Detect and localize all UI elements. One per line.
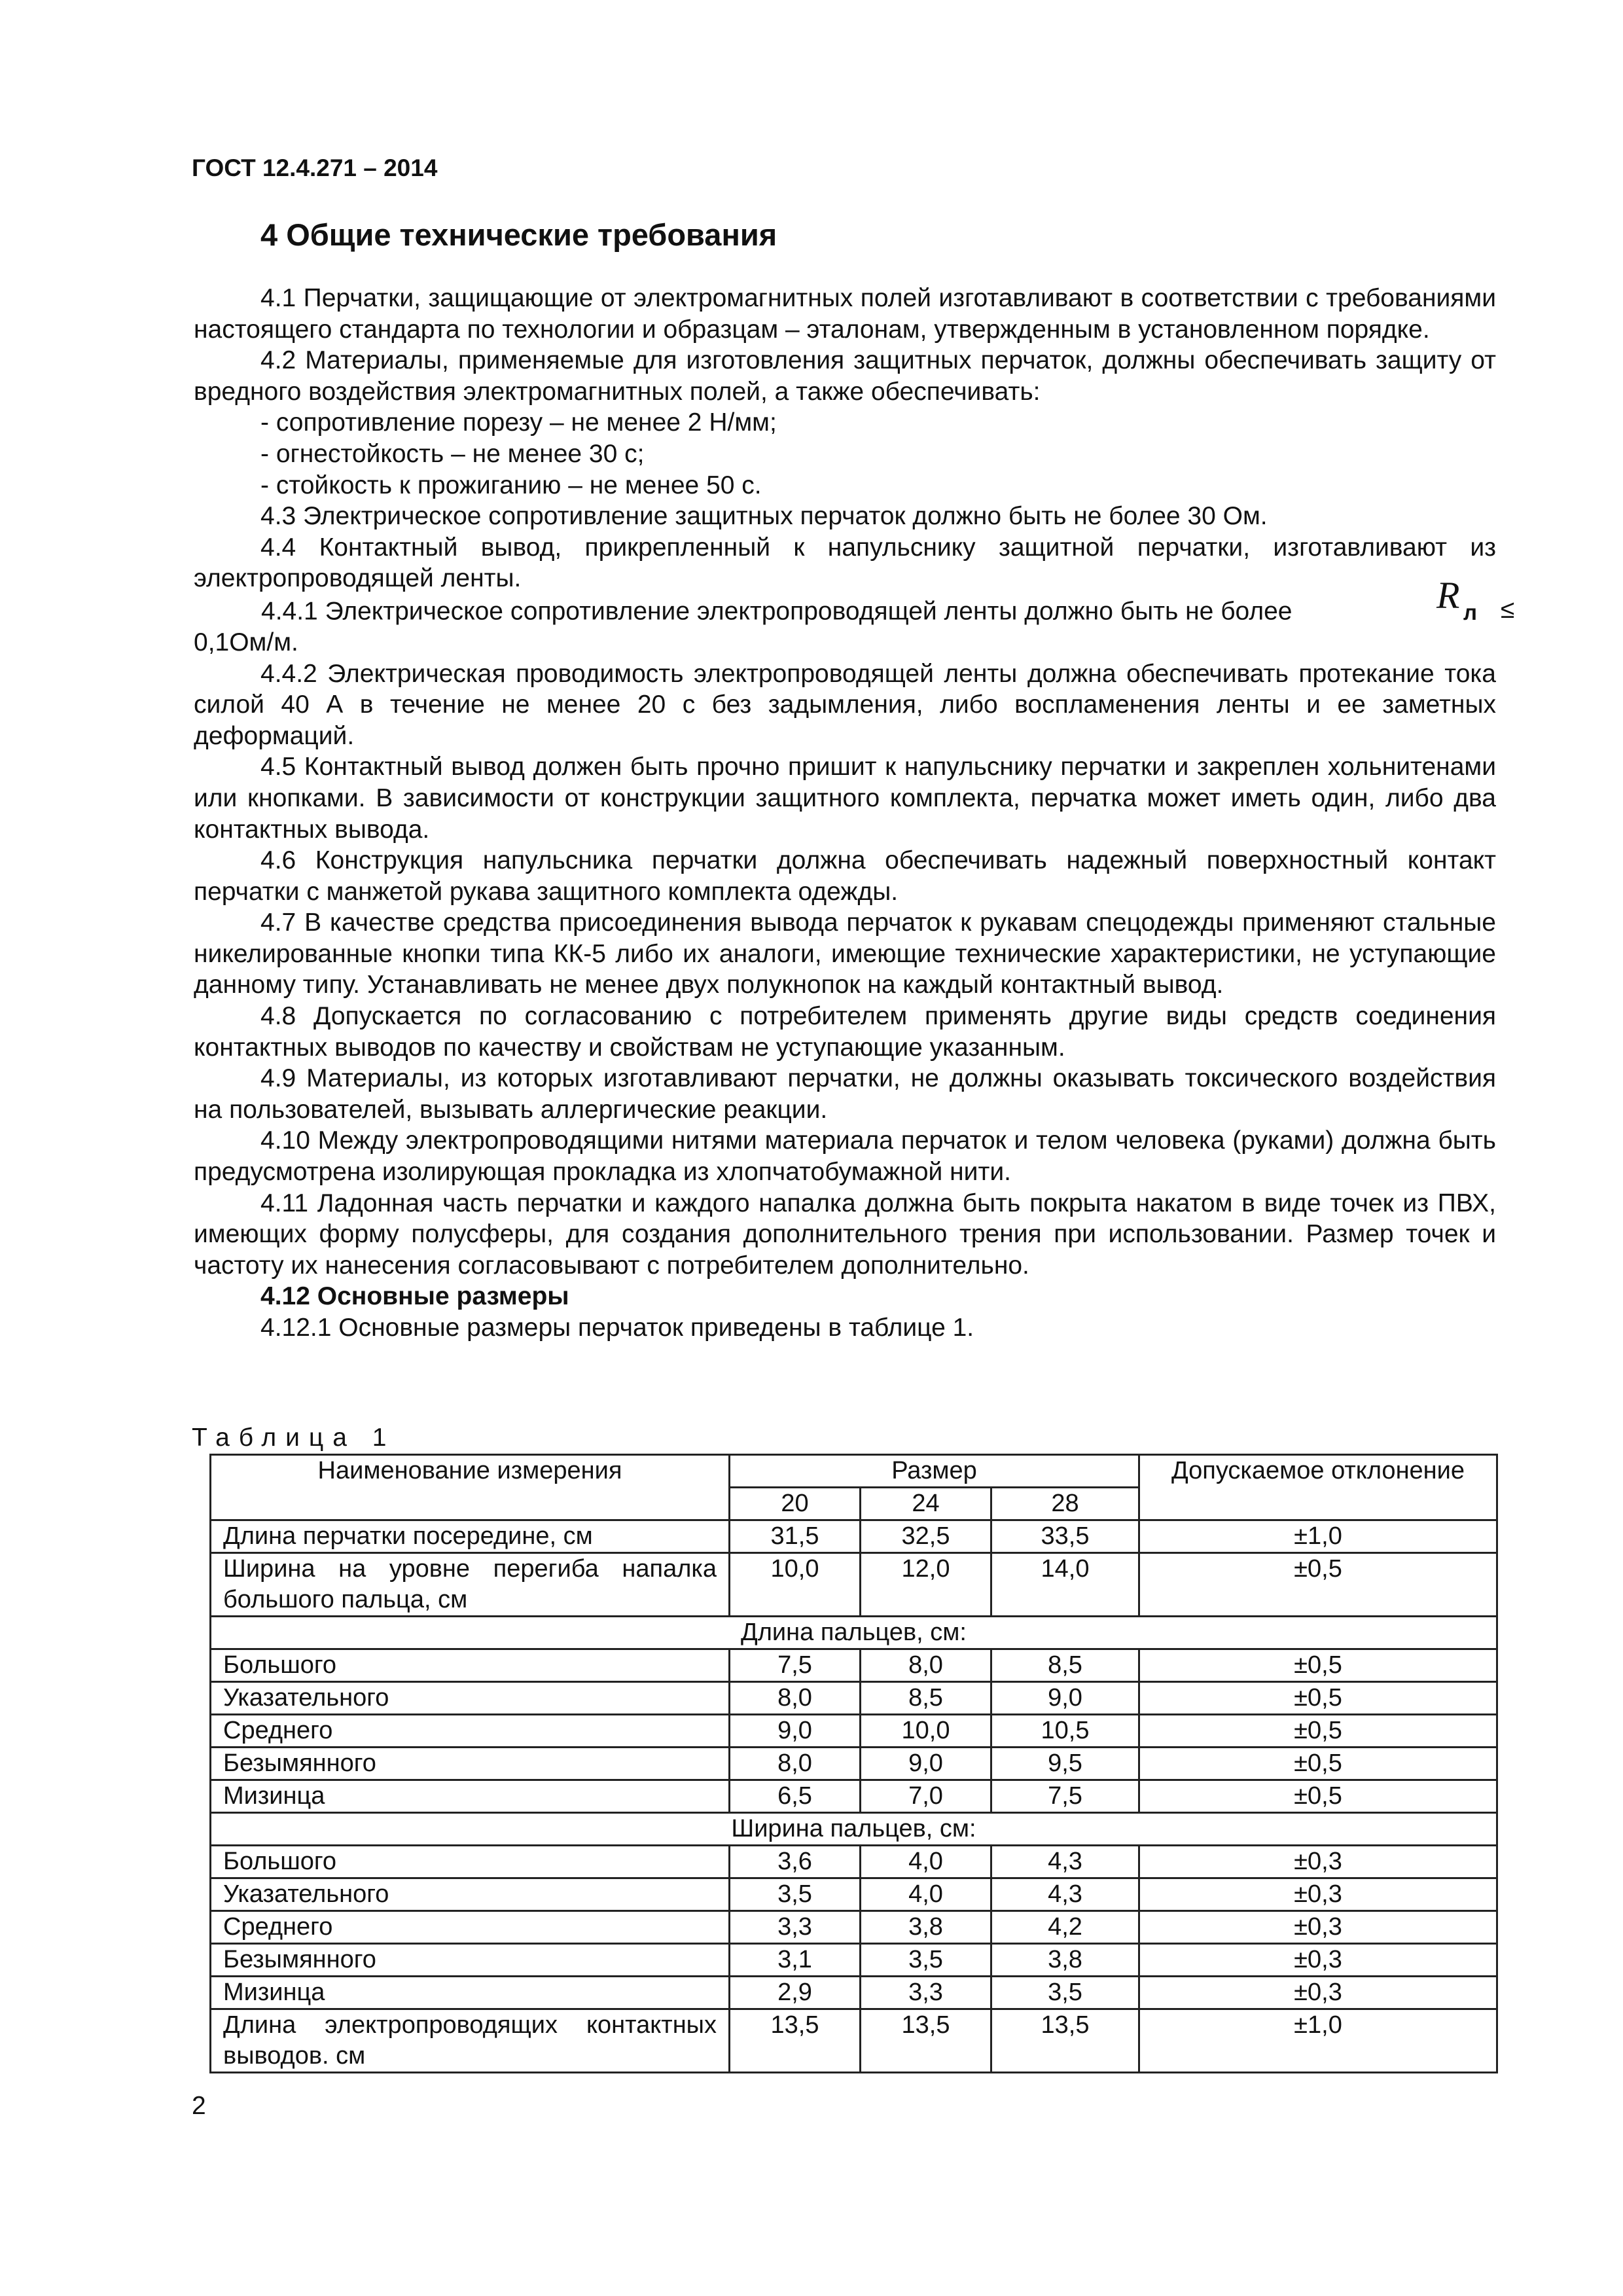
table-row [211, 1846, 1497, 1878]
cell-tolerance: ±0,5 [1139, 1748, 1497, 1780]
cell-tolerance: ±1,0 [1139, 2009, 1497, 2073]
resistance-subscript: л [1463, 600, 1477, 624]
paragraph-4-6: 4.6 Конструкция напульсника перчатки должна обеспечивать надежный поверхностный контакт перчатки с манжетой рукава защитного комплекта одежды. [194, 846, 1496, 906]
paragraph-4-4: 4.4 Контактный вывод, прикрепленный к напульснику защитной перчатки, изготавливают из электропроводящей ленты. [194, 533, 1496, 593]
column-header-size: Размер [730, 1455, 1139, 1488]
cell-value: 13,5 [861, 2009, 991, 2073]
cell-tolerance: ±0,5 [1139, 1682, 1497, 1715]
dimensions-table [209, 1454, 1498, 2073]
table-header-row [211, 1455, 1497, 1488]
group-label: Длина пальцев, см: [211, 1617, 1497, 1649]
cell-value: 4,3 [991, 1846, 1139, 1878]
cell-value: 3,8 [991, 1944, 1139, 1977]
page-number: 2 [192, 2092, 206, 2120]
list-item: - стойкость к прожиганию – не менее 50 с. [260, 471, 762, 499]
table-row [211, 1780, 1497, 1813]
paragraph-4-11: 4.11 Ладонная часть перчатки и каждого напалка должна быть покрыта накатом в виде точек из ПВХ, имеющих форму полусферы, для создания дополнительного трения при использовании. Размер точек и частоту их нанесения согласовывают с потребителем дополнительно. [194, 1189, 1496, 1280]
table-row [211, 1944, 1497, 1977]
list-item: - сопротивление порезу – не менее 2 Н/мм; [260, 408, 777, 437]
paragraph-4-4-1-continuation: 0,1Ом/м. [194, 628, 298, 656]
cell-value: 8,5 [991, 1649, 1139, 1682]
cell-value: 32,5 [861, 1520, 991, 1553]
paragraph-4-8: 4.8 Допускается по согласованию с потребителем применять другие виды средств соединения контактных выводов по качеству и свойствам не уступающие указанным. [194, 1002, 1496, 1062]
table-row [211, 1748, 1497, 1780]
cell-tolerance: ±0,5 [1139, 1715, 1497, 1748]
cell-value: 4,3 [991, 1878, 1139, 1911]
group-row-finger-length [211, 1617, 1497, 1649]
row-label: Среднего [211, 1715, 730, 1748]
paragraph-4-4-1-text: 4.4.1 Электрическое сопротивление электропроводящей ленты должно быть не более [261, 597, 1293, 626]
cell-value: 9,0 [730, 1715, 861, 1748]
cell-value: 3,5 [730, 1878, 861, 1911]
cell-value: 3,3 [861, 1977, 991, 2009]
row-label: Ширина на уровне перегиба напалка большого пальца, см [211, 1553, 730, 1617]
cell-value: 6,5 [730, 1780, 861, 1813]
cell-value: 7,5 [730, 1649, 861, 1682]
row-label: Безымянного [211, 1748, 730, 1780]
row-label: Указательного [211, 1878, 730, 1911]
column-header-name: Наименование измерения [211, 1455, 730, 1520]
section-title: 4 Общие технические требования [260, 217, 777, 252]
table-row [211, 1649, 1497, 1682]
subsection-heading-4-12: 4.12 Основные размеры [260, 1282, 569, 1311]
cell-value: 10,0 [730, 1553, 861, 1617]
table-row [211, 1911, 1497, 1944]
cell-tolerance: ±0,3 [1139, 1944, 1497, 1977]
cell-value: 9,5 [991, 1748, 1139, 1780]
cell-value: 3,6 [730, 1846, 861, 1878]
table-row [211, 1977, 1497, 2009]
cell-tolerance: ±1,0 [1139, 1520, 1497, 1553]
cell-value: 13,5 [730, 2009, 861, 2073]
less-or-equal-sign: ≤ [1501, 595, 1515, 624]
cell-value: 10,0 [861, 1715, 991, 1748]
cell-value: 4,0 [861, 1878, 991, 1911]
cell-value: 3,1 [730, 1944, 861, 1977]
row-label: Мизинца [211, 1780, 730, 1813]
cell-value: 3,5 [861, 1944, 991, 1977]
cell-tolerance: ±0,5 [1139, 1553, 1497, 1617]
cell-value: 8,0 [730, 1748, 861, 1780]
cell-value: 8,0 [730, 1682, 861, 1715]
cell-value: 7,5 [991, 1780, 1139, 1813]
body-text [194, 283, 1515, 1344]
cell-value: 8,0 [861, 1649, 991, 1682]
cell-tolerance: ±0,3 [1139, 1911, 1497, 1944]
cell-value: 7,0 [861, 1780, 991, 1813]
cell-value: 4,2 [991, 1911, 1139, 1944]
list-item: - огнестойкость – не менее 30 с; [260, 439, 645, 468]
table-row [211, 1682, 1497, 1715]
paragraph-4-4-1 [194, 573, 1515, 627]
cell-value: 3,5 [991, 1977, 1139, 2009]
document-code: ГОСТ 12.4.271 – 2014 [192, 154, 438, 181]
table-row [211, 1520, 1497, 1553]
resistance-symbol: R [1436, 573, 1460, 617]
cell-value: 2,9 [730, 1977, 861, 2009]
cell-value: 9,0 [991, 1682, 1139, 1715]
table-row [211, 2009, 1497, 2073]
row-label: Большого [211, 1846, 730, 1878]
size-header: 24 [861, 1488, 991, 1520]
size-header: 20 [730, 1488, 861, 1520]
cell-tolerance: ±0,5 [1139, 1649, 1497, 1682]
paragraph-4-4-2: 4.4.2 Электрическая проводимость электропроводящей ленты должна обеспечивать протекание тока силой 40 А в течение не менее 20 с без задымления, либо воспламенения ленты и ее заметных деформаций. [194, 659, 1496, 750]
table-row [211, 1715, 1497, 1748]
paragraph-4-7: 4.7 В качестве средства присоединения вывода перчаток к рукавам спецодежды применяют стальные никелированные кнопки типа КК-5 либо их аналоги, имеющие технические характеристики, не уступающие данному типу. Устанавливать не менее двух полукнопок на каждый контактный вывод. [194, 908, 1496, 999]
row-label: Длина электропроводящих контактных выводов. см [211, 2009, 730, 2073]
table-caption: Таблица 1 [192, 1424, 396, 1452]
cell-value: 9,0 [861, 1748, 991, 1780]
size-header: 28 [991, 1488, 1139, 1520]
table-row [211, 1878, 1497, 1911]
cell-value: 33,5 [991, 1520, 1139, 1553]
paragraph-4-10: 4.10 Между электропроводящими нитями материала перчаток и телом человека (руками) должна быть предусмотрена изолирующая прокладка из хлопчатобумажной нити. [194, 1126, 1496, 1187]
cell-value: 3,3 [730, 1911, 861, 1944]
row-label: Безымянного [211, 1944, 730, 1977]
paragraph-4-9: 4.9 Материалы, из которых изготавливают перчатки, не должны оказывать токсического воздействия на пользователей, вызывать аллергические реакции. [194, 1064, 1496, 1124]
cell-tolerance: ±0,5 [1139, 1780, 1497, 1813]
paragraph-4-12-1: 4.12.1 Основные размеры перчаток приведены в таблице 1. [260, 1314, 974, 1342]
paragraph-4-5: 4.5 Контактный вывод должен быть прочно пришит к напульснику перчатки и закреплен хольнитенами или кнопками. В зависимости от конструкции защитного комплекта, перчатка может иметь один, либо два контактных вывода. [194, 753, 1496, 844]
row-label: Среднего [211, 1911, 730, 1944]
cell-value: 4,0 [861, 1846, 991, 1878]
paragraph-4-2: 4.2 Материалы, применяемые для изготовления защитных перчаток, должны обеспечивать защиту от вредного воздействия электромагнитных полей, а также обеспечивать: [194, 346, 1496, 406]
paragraph-4-1: 4.1 Перчатки, защищающие от электромагнитных полей изготавливают в соответствии с требованиями настоящего стандарта по технологии и образцам – эталонам, утвержденным в установленном порядке. [194, 284, 1496, 344]
cell-value: 13,5 [991, 2009, 1139, 2073]
cell-value: 10,5 [991, 1715, 1139, 1748]
paragraph-4-3: 4.3 Электрическое сопротивление защитных перчаток должно быть не более 30 Ом. [260, 502, 1268, 531]
row-label: Длина перчатки посередине, см [211, 1520, 730, 1553]
cell-value: 14,0 [991, 1553, 1139, 1617]
group-label: Ширина пальцев, см: [211, 1813, 1497, 1846]
cell-tolerance: ±0,3 [1139, 1977, 1497, 2009]
cell-value: 3,8 [861, 1911, 991, 1944]
column-header-tolerance: Допускаемое отклонение [1139, 1455, 1497, 1520]
cell-tolerance: ±0,3 [1139, 1846, 1497, 1878]
table-row [211, 1553, 1497, 1617]
cell-value: 12,0 [861, 1553, 991, 1617]
row-label: Указательного [211, 1682, 730, 1715]
row-label: Большого [211, 1649, 730, 1682]
cell-value: 31,5 [730, 1520, 861, 1553]
group-row-finger-width [211, 1813, 1497, 1846]
cell-value: 8,5 [861, 1682, 991, 1715]
row-label: Мизинца [211, 1977, 730, 2009]
cell-tolerance: ±0,3 [1139, 1878, 1497, 1911]
